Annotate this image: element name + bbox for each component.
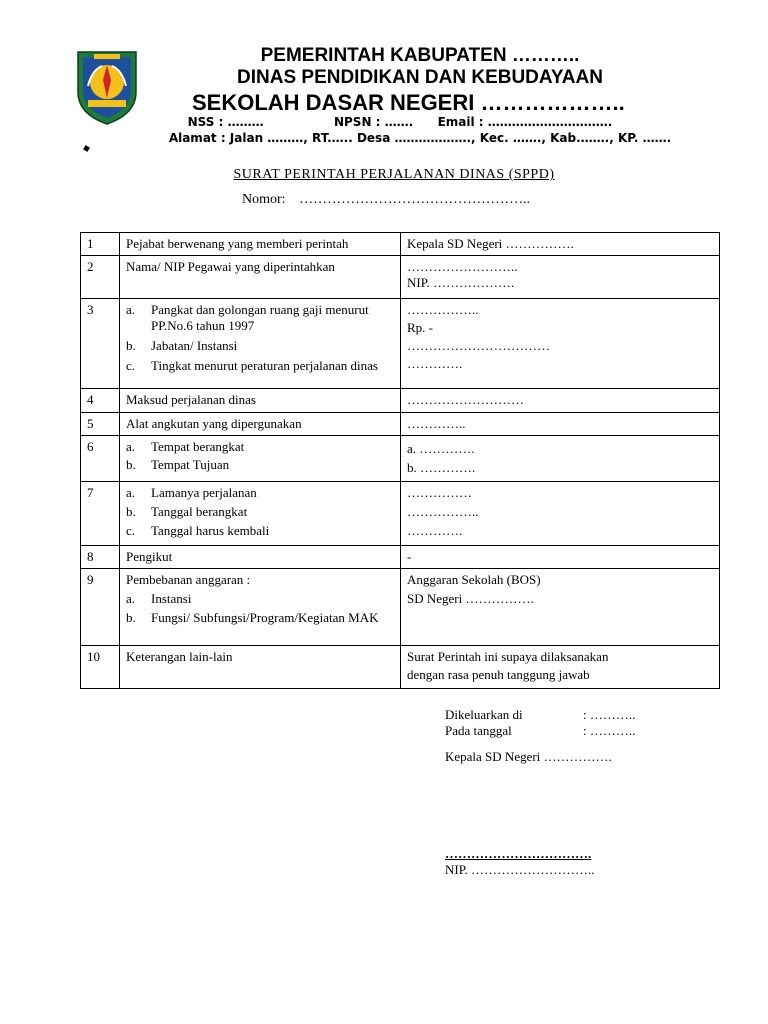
- row-label: Maksud perjalanan dinas: [120, 389, 401, 413]
- value-line: Surat Perintah ini supaya dilaksanakan: [407, 649, 609, 664]
- document-title: [80, 167, 708, 183]
- sppd-table: [80, 232, 720, 689]
- sub-item: c. Tanggal harus kembali: [126, 523, 270, 538]
- row-value: [401, 482, 720, 546]
- row-label: Keterangan lain-lain: [120, 646, 401, 689]
- table-row: [81, 482, 720, 546]
- row-label: Pengikut: [120, 546, 401, 569]
- table-row: [81, 389, 720, 413]
- row-label: [120, 569, 401, 646]
- value-line: Rp. -: [407, 320, 433, 335]
- row-value: [401, 256, 720, 299]
- row-label: [120, 482, 401, 546]
- row-number: 3: [81, 299, 120, 389]
- value-line: Anggaran Sekolah (BOS): [407, 572, 541, 587]
- table-row: [81, 256, 720, 299]
- row-number: 5: [81, 413, 120, 436]
- value-line: b. ………….: [407, 460, 476, 475]
- row-value: ………………………: [401, 389, 720, 413]
- budget-label: Pembebanan anggaran :: [126, 572, 251, 587]
- employee-nip-value: NIP. ……………….: [407, 275, 515, 290]
- row-value: [401, 569, 720, 646]
- document-number: [242, 192, 530, 208]
- issued-label: Dikeluarkan di: [445, 707, 523, 722]
- row-label: [120, 436, 401, 482]
- stray-mark: [83, 145, 90, 152]
- header-address: Alamat : Jalan ………, RT.….. Desa ………………., Kec. ……., Kab.……., KP. …….: [168, 131, 672, 145]
- value-line: a. ………….: [407, 441, 475, 456]
- table-row: [81, 646, 720, 689]
- row-label: Nama/ NIP Pegawai yang diperintahkan: [120, 256, 401, 299]
- nomor-value: …………………………………………..: [299, 192, 531, 207]
- nomor-label: Nomor:: [242, 192, 286, 207]
- header-department: DINAS PENDIDIKAN DAN KEBUDAYAAN: [237, 67, 603, 88]
- document-title-text: SURAT PERINTAH PERJALANAN DINAS (SPPD): [233, 167, 555, 182]
- table-row: [81, 546, 720, 569]
- header-identifiers: [150, 115, 650, 129]
- table-row: [81, 299, 720, 389]
- npsn-field: NPSN : …….: [333, 115, 414, 129]
- nss-field: NSS : ………: [187, 115, 264, 129]
- value-line: ……………………………: [407, 338, 550, 353]
- row-number: 10: [81, 646, 120, 689]
- value-line: ………….: [407, 356, 463, 371]
- row-number: 6: [81, 436, 120, 482]
- table-row: [81, 413, 720, 436]
- row-number: 2: [81, 256, 120, 299]
- issued-place: [445, 707, 635, 723]
- row-value: [401, 436, 720, 482]
- row-number: 1: [81, 233, 120, 256]
- issued-date: [445, 723, 635, 739]
- value-line: dengan rasa penuh tanggung jawab: [407, 667, 590, 682]
- row-value: -: [401, 546, 720, 569]
- row-value: …………..: [401, 413, 720, 436]
- row-value: Kepala SD Negeri …………….: [401, 233, 720, 256]
- value-line: ……………: [407, 485, 472, 500]
- row-number: 9: [81, 569, 120, 646]
- row-label: Alat angkutan yang dipergunakan: [120, 413, 401, 436]
- sub-item: a. Lamanya perjalanan: [126, 485, 257, 500]
- sub-item: a. Tempat berangkat: [126, 439, 245, 454]
- value-line: ………….: [407, 523, 463, 538]
- row-number: 4: [81, 389, 120, 413]
- table-row: [81, 233, 720, 256]
- value-line: ……………..: [407, 302, 479, 317]
- row-label: Pejabat berwenang yang memberi perintah: [120, 233, 401, 256]
- issued-value: : ………..: [583, 707, 636, 722]
- row-label: [120, 299, 401, 389]
- value-line: SD Negeri …………….: [407, 591, 534, 606]
- date-value: : ………..: [583, 723, 636, 738]
- value-line: ……………..: [407, 504, 479, 519]
- row-value: [401, 646, 720, 689]
- table-row: [81, 569, 720, 646]
- signatory-nip: NIP. ………………………..: [445, 862, 595, 877]
- row-number: 7: [81, 482, 120, 546]
- employee-name-value: ……………………..: [407, 259, 518, 274]
- header-school: SEKOLAH DASAR NEGERI ………………..: [192, 90, 625, 115]
- row-value: [401, 299, 720, 389]
- sub-item: b. Tempat Tujuan: [126, 457, 230, 472]
- signatory-name-line: …………………………….: [445, 846, 592, 861]
- date-label: Pada tanggal: [445, 723, 512, 738]
- sub-item: c. Tingkat menurut peraturan perjalanan dinas: [126, 358, 378, 373]
- sub-item: b. Fungsi/ Subfungsi/Program/Kegiatan MAK: [126, 610, 379, 625]
- sub-item: a. Pangkat dan golongan ruang gaji menurut PP.No.6 tahun 1997: [126, 302, 369, 333]
- header-government: PEMERINTAH KABUPATEN ………..: [260, 45, 580, 66]
- sub-item: b. Tanggal berangkat: [126, 504, 248, 519]
- sub-item: b. Jabatan/ Instansi: [126, 338, 238, 353]
- signatory-title: Kepala SD Negeri …………….: [445, 749, 612, 764]
- email-field: Email : ………………………….: [437, 115, 613, 129]
- table-row: [81, 436, 720, 482]
- row-number: 8: [81, 546, 120, 569]
- sub-item: a. Instansi: [126, 591, 192, 606]
